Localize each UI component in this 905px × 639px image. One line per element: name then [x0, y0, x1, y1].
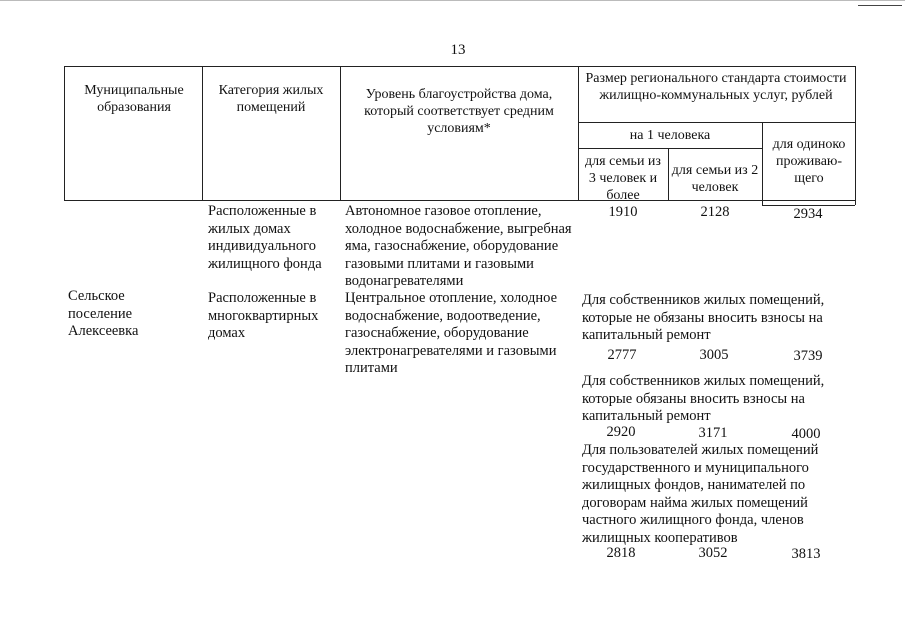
header-family-3: для семьи из 3 человек и более [585, 154, 661, 203]
row2-group2-value-single: 4000 [791, 426, 821, 442]
row2-group1-note: Для собственников жилых помещений, которые не обязаны вносить взносы на капитальный ремонт [582, 292, 825, 343]
scan-artifact-corner [858, 5, 902, 6]
row2-level: Центральное отопление, холодное водоснабжение, водоотведение, газоснабжение, оборудование электронагревателями и газовыми плитами [345, 290, 558, 376]
header-per-person: на 1 человека [629, 128, 711, 143]
row1-value-single: 2934 [793, 206, 823, 222]
row1-level: Автономное газовое отопление, холодное водоснабжение, выгребная яма, газоснабжение, оборудование газовыми плитами и газовыми водонагревателями [345, 203, 572, 289]
header-housing-category: Категория жилых помещений [218, 83, 324, 115]
row2-category: Расположенные в многоквартирных домах [208, 290, 319, 341]
header-family-2: для семьи из 2 человек [671, 163, 759, 195]
scan-artifact-line [0, 0, 905, 1]
row2-group3-note: Для пользователей жилых помещений государственного и муниципального жилищных фондов, нанимателей по договорам найма жилых помещений частного жилищного фонда, членов жилищных кооперативов [582, 442, 819, 546]
row1-category: Расположенные в жилых домах индивидуального жилищного фонда [208, 203, 322, 272]
header-regional-standard: Размер регионального стандарта стоимости жилищно-коммунальных услуг, рублей [585, 71, 847, 103]
header-improvement-level: Уровень благоустройства дома, который соответствует средним условиям* [364, 87, 554, 136]
header-municipalities: Муниципальные образования [84, 83, 184, 115]
row2-group3-value-family2: 3052 [698, 545, 728, 561]
row2-group3-value-family3: 2818 [606, 545, 636, 561]
row2-group1-value-family2: 3005 [699, 347, 729, 363]
row1-value-family3: 1910 [608, 204, 638, 220]
row2-group2-value-family3: 2920 [606, 424, 636, 440]
row2-group3-value-single: 3813 [791, 546, 821, 562]
row2-group2-value-family2: 3171 [698, 425, 728, 441]
header-single: для одиноко проживаю-щего [772, 137, 846, 186]
row2-group1-value-family3: 2777 [607, 347, 637, 363]
page-number: 13 [450, 42, 466, 58]
row1-value-family2: 2128 [700, 204, 730, 220]
row2-group2-note: Для собственников жилых помещений, которые обязаны вносить взносы на капитальный ремонт [582, 373, 825, 424]
municipality-name: Сельское поселение Алексеевка [68, 288, 139, 339]
row2-group1-value-single: 3739 [793, 348, 823, 364]
